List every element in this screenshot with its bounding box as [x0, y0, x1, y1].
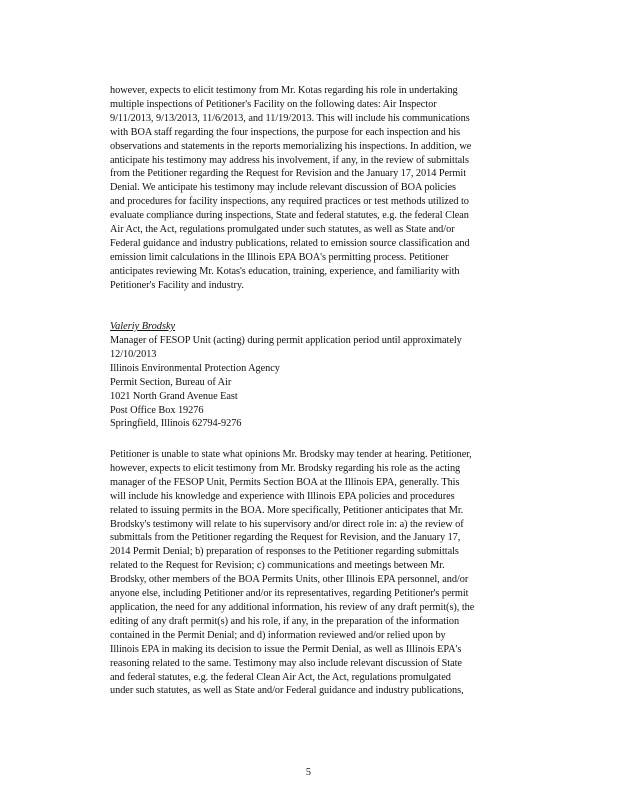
text-line: observations and statements in the reports memorializing his inspections. In addition, we — [110, 140, 472, 152]
text-line: and procedures for facility inspections, any required practices or test methods utilized to — [110, 196, 469, 208]
text-line: will include his knowledge and experience with Illinois EPA policies and procedures — [110, 490, 455, 502]
text-line: and federal statutes, e.g. the federal Clean Air Act, the Act, regulations promulgated — [110, 671, 451, 683]
text-line: Brodsky, other members of the BOA Permits Units, other Illinois EPA personnel, and/or — [110, 574, 469, 586]
text-line: with BOA staff regarding the four inspections, the purpose for each inspection and his — [110, 126, 461, 138]
text-line: submittals from the Petitioner regarding the Request for Revision, and the January 17, — [110, 532, 461, 544]
address-line: Manager of FESOP Unit (acting) during permit application period until approximately — [110, 335, 462, 346]
text-line: related to the Request for Revision; c) communications and meetings between Mr. — [110, 560, 445, 572]
text-line: Petitioner is unable to state what opinions Mr. Brodsky may tender at hearing. Petitioner, — [110, 449, 472, 460]
text-line: multiple inspections of Petitioner's Facility on the following dates: Air Inspector — [110, 98, 437, 110]
text-line: under such statutes, as well as State and/or Federal guidance and industry publications, — [110, 685, 464, 697]
page-number: 5 — [305, 767, 312, 778]
text-line: Federal guidance and industry publications, related to emission source classification and — [110, 237, 470, 249]
address-line: Springfield, Illinois 62794-9276 — [110, 418, 242, 430]
text-line: anticipate his testimony may address his involvement, if any, in the review of submittals — [110, 154, 469, 166]
text-line: anyone else, including Petitioner and/or its representatives, regarding Petitioner's permit — [110, 588, 469, 600]
paragraph-brodsky-testimony — [110, 448, 548, 698]
address-line: 12/10/2013 — [110, 348, 157, 360]
address-line: Post Office Box 19276 — [110, 404, 204, 416]
text-line: however, expects to elicit testimony from Mr. Kotas regarding his role in undertaking — [110, 85, 458, 96]
text-line: manager of the FESOP Unit, Permits Section BOA at the Illinois EPA, generally. This — [110, 476, 460, 488]
text-line: Illinois EPA in making its decision to issue the Permit Denial, as well as Illinois EPA's — [110, 643, 462, 655]
address-line: Permit Section, Bureau of Air — [110, 376, 232, 388]
paragraph-kotas-testimony — [110, 84, 548, 293]
text-line: contained in the Permit Denial; and d) information reviewed and/or relied upon by — [110, 629, 446, 641]
address-line: Illinois Environmental Protection Agency — [110, 362, 280, 374]
text-line: anticipates reviewing Mr. Kotas's education, training, experience, and familiarity with — [110, 265, 460, 277]
text-line: 2014 Permit Denial; b) preparation of responses to the Petitioner regarding submittals — [110, 546, 459, 558]
text-line: evaluate compliance during inspections, State and federal statutes, e.g. the federal Clean — [110, 210, 469, 222]
text-line: application, the need for any additional information, his review of any draft permit(s), the — [110, 601, 475, 613]
text-line: Brodsky's testimony will relate to his supervisory and/or direct role in: a) the review of — [110, 518, 464, 530]
text-line: from the Petitioner regarding the Request for Revision and the January 17, 2014 Permit — [110, 168, 467, 180]
text-line: Air Act, the Act, regulations promulgated under such statutes, as well as State and/or — [110, 224, 455, 236]
text-line: however, expects to elicit testimony from Mr. Brodsky regarding his role as the acting — [110, 462, 461, 474]
text-line: Petitioner's Facility and industry. — [110, 279, 244, 291]
witness-name-heading: Valeriy Brodsky — [110, 321, 176, 332]
text-line: related to issuing permits in the BOA. More specifically, Petitioner anticipates that Mr. — [110, 504, 464, 516]
witness-address-block — [110, 334, 548, 431]
text-line: Denial. We anticipate his testimony may include relevant discussion of BOA policies — [110, 182, 456, 194]
address-line: 1021 North Grand Avenue East — [110, 390, 238, 402]
text-line: editing of any draft permit(s) and his role, if any, in the preparation of the information — [110, 615, 460, 627]
text-line: 9/11/2013, 9/13/2013, 11/6/2013, and 11/19/2013. This will include his communications — [110, 112, 470, 124]
text-line: emission limit calculations in the Illinois EPA BOA's permitting process. Petitioner — [110, 251, 449, 263]
text-line: reasoning related to the same. Testimony may also include relevant discussion of State — [110, 657, 462, 669]
